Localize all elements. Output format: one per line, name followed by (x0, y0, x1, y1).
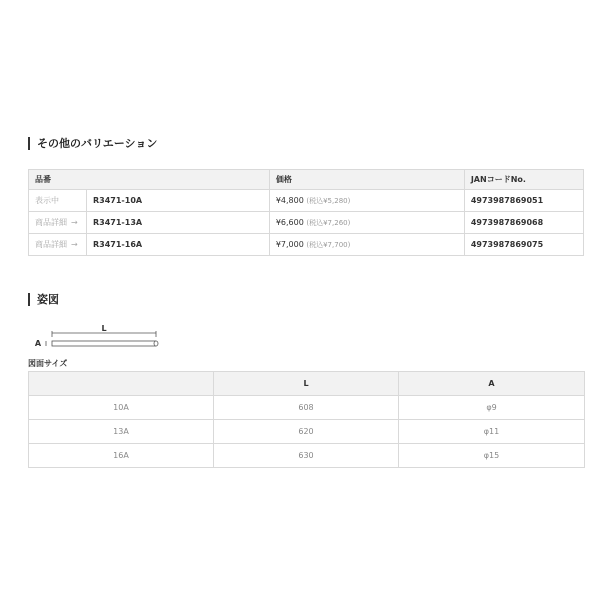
status-current (29, 190, 87, 212)
detail-label[interactable]: 商品詳細 (35, 240, 67, 249)
header-a: A (399, 372, 585, 396)
product-code: R3471-16A (87, 234, 270, 256)
price: ¥6,600 (275, 217, 304, 227)
detail-label[interactable]: 商品詳細 (35, 218, 67, 227)
arrow-right-icon: → (71, 218, 78, 227)
size-table-title: 図面サイズ (28, 359, 68, 368)
header-price: 価格 (269, 170, 464, 190)
length-cell: 608 (214, 396, 399, 420)
variations-heading: その他のバリエーション (28, 137, 157, 150)
jan-code: 4973987869075 (464, 234, 583, 256)
arrow-right-icon: → (71, 240, 78, 249)
price-tax: (税込¥7,700) (306, 240, 351, 249)
length-cell: 620 (214, 420, 399, 444)
table-row (29, 444, 585, 468)
price-tax: (税込¥7,260) (306, 218, 351, 227)
table-row (29, 190, 584, 212)
size-table (28, 371, 585, 468)
length-cell: 630 (214, 444, 399, 468)
variations-table (28, 169, 584, 256)
price-cell (269, 234, 464, 256)
size-header-row (29, 372, 585, 396)
pipe-end (154, 341, 158, 346)
size-cell: 10A (29, 396, 214, 420)
table-row (29, 212, 584, 234)
jan-code: 4973987869051 (464, 190, 583, 212)
size-cell: 13A (29, 420, 214, 444)
header-jan: JANコードNo. (464, 170, 583, 190)
dim-a-label: A (34, 339, 42, 348)
jan-code: 4973987869068 (464, 212, 583, 234)
pipe-body (52, 341, 156, 346)
table-row (29, 396, 585, 420)
status-label: 表示中 (35, 196, 59, 205)
table-row (29, 420, 585, 444)
header-size (29, 372, 214, 396)
variations-header-row (29, 170, 584, 190)
header-code: 品番 (29, 170, 270, 190)
price-cell (269, 212, 464, 234)
table-row (29, 234, 584, 256)
price-cell (269, 190, 464, 212)
diameter-cell: φ11 (399, 420, 585, 444)
diameter-cell: φ15 (399, 444, 585, 468)
figure-heading: 姿図 (28, 293, 59, 306)
price: ¥7,000 (275, 239, 304, 249)
price: ¥4,800 (275, 195, 304, 205)
header-l: L (214, 372, 399, 396)
product-code: R3471-10A (87, 190, 270, 212)
diameter-cell: φ9 (399, 396, 585, 420)
product-detail-link[interactable] (29, 212, 87, 234)
pipe-dimension-diagram (28, 323, 168, 355)
product-code: R3471-13A (87, 212, 270, 234)
price-tax: (税込¥5,280) (306, 196, 351, 205)
product-detail-link[interactable] (29, 234, 87, 256)
size-cell: 16A (29, 444, 214, 468)
dim-l-label: L (101, 324, 107, 333)
